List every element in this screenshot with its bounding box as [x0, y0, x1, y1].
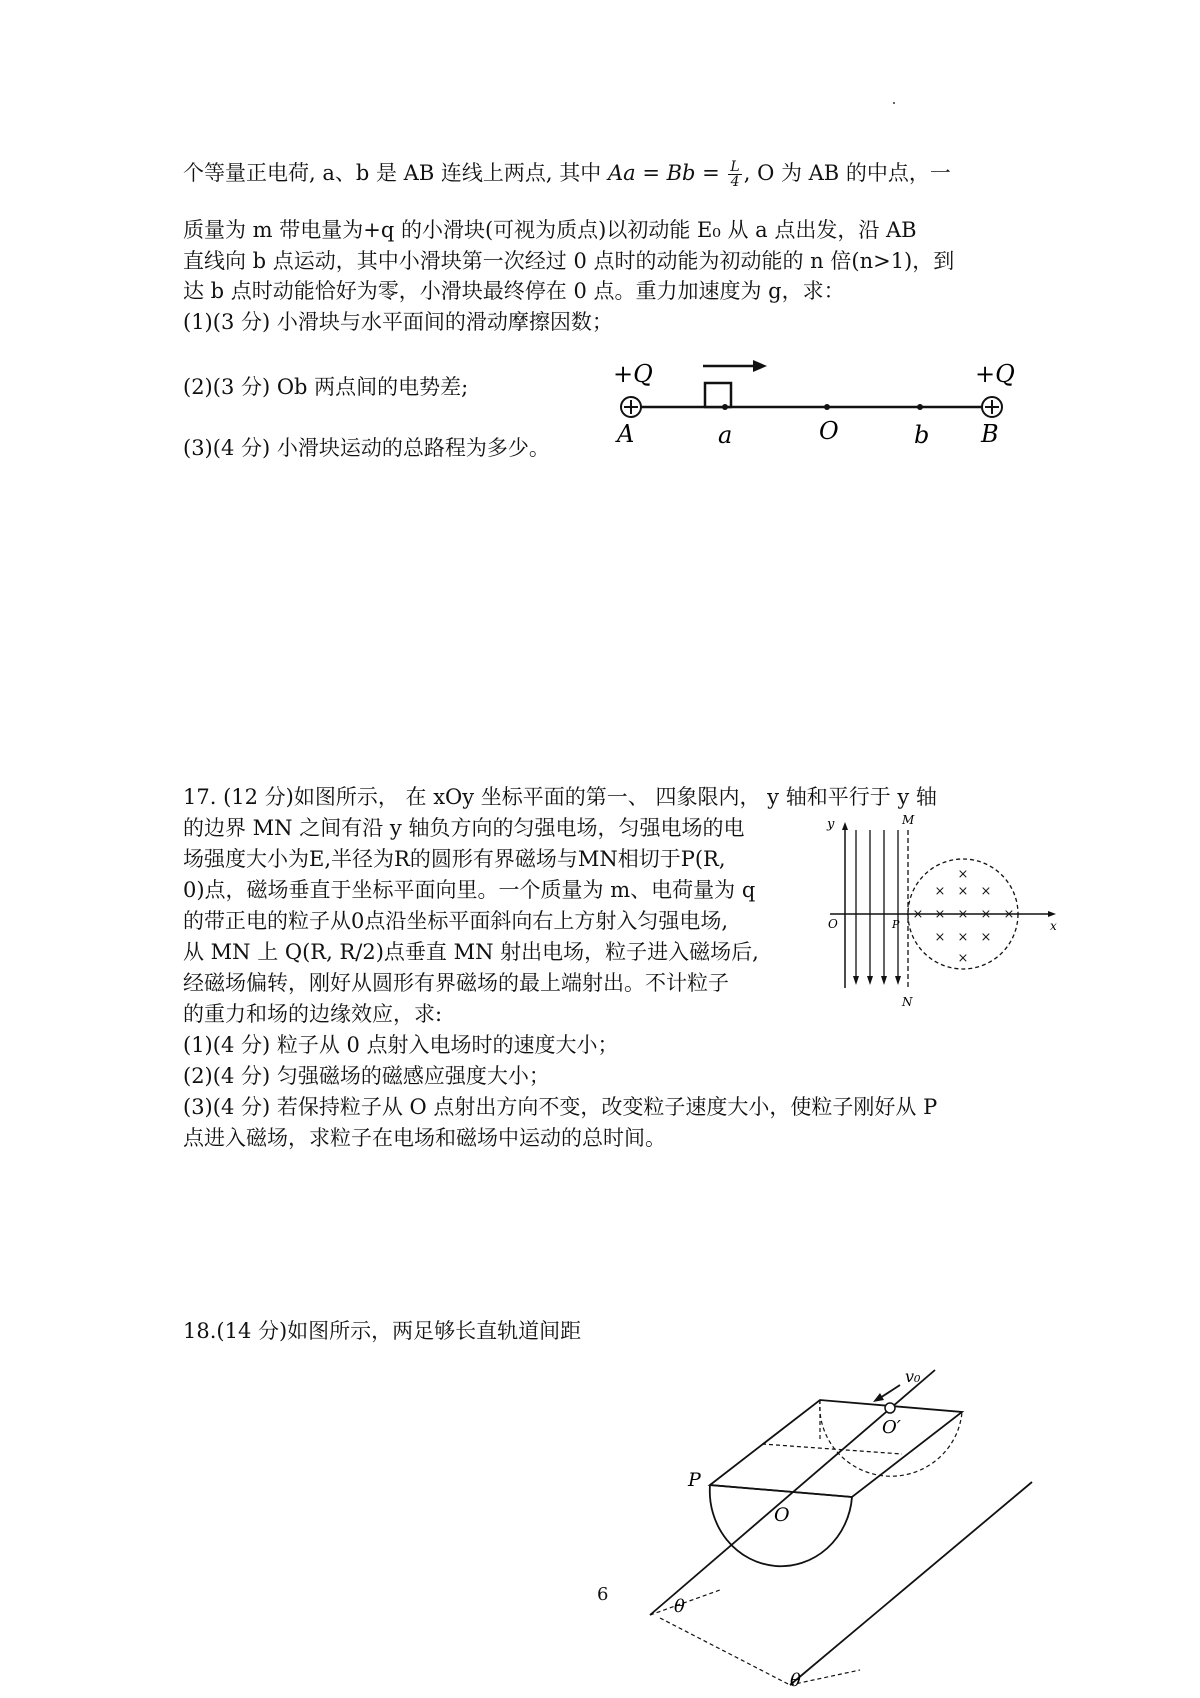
q17-line-6: 从 MN 上 Q(R, R/2)点垂直 MN 射出电场，粒子进入磁场后, — [183, 940, 759, 964]
label-a: a — [718, 421, 733, 449]
q17-line-3: 场强度大小为E,半径为R的圆形有界磁场与MN相切于P(R, — [183, 847, 726, 871]
svg-text:×: × — [957, 930, 969, 945]
svg-text:×: × — [957, 884, 969, 899]
q17-sub-2: (2)(4 分) 匀强磁场的磁感应强度大小； — [183, 1064, 550, 1088]
label-O-prime: O′ — [882, 1417, 901, 1438]
q17-line-2: 的边界 MN 之间有沿 y 轴负方向的匀强电场，匀强电场的电 — [183, 816, 745, 840]
svg-text:×: × — [1003, 907, 1015, 922]
svg-text:×: × — [912, 907, 924, 922]
q17-sub-1: (1)(4 分) 粒子从 0 点射入电场时的速度大小； — [183, 1033, 619, 1057]
label-O: O — [774, 1504, 790, 1526]
svg-text:×: × — [957, 867, 969, 882]
svg-text:×: × — [934, 930, 946, 945]
svg-text:×: × — [957, 951, 969, 966]
ball-icon — [885, 1403, 895, 1413]
slider-block — [705, 383, 731, 407]
q16-line-4: 达 b 点时动能恰好为零，小滑块最终停在 0 点。重力加速度为 g，求： — [183, 279, 845, 303]
svg-text:×: × — [980, 930, 992, 945]
q18-figure — [640, 1340, 1060, 1698]
stray-dot — [893, 102, 895, 104]
q17-line-7: 经磁场偏转，刚好从圆形有界磁场的最上端射出。不计粒子 — [183, 971, 729, 995]
label-B: B — [981, 420, 999, 448]
svg-text:×: × — [957, 907, 969, 922]
q17-sub-4: 点进入磁场，求粒子在电场和磁场中运动的总时间。 — [183, 1126, 666, 1150]
label-N: N — [902, 995, 913, 1009]
box-top-face — [710, 1400, 962, 1497]
charge-right-label: +Q — [975, 360, 1015, 388]
label-O: O — [819, 417, 839, 445]
label-y: y — [827, 817, 835, 832]
q16-sub-2: (2)(3 分) Ob 两点间的电势差; — [183, 375, 469, 399]
q17-sub-3: (3)(4 分) 若保持粒子从 O 点射出方向不变，改变粒子速度大小，使粒子刚好从 P — [183, 1095, 938, 1119]
charge-left-label: +Q — [613, 360, 653, 388]
label-A: A — [617, 420, 635, 448]
label-b: b — [914, 421, 930, 449]
label-theta-1: θ — [674, 1596, 685, 1617]
q17-line-5: 的带正电的粒子从0点沿坐标平面斜向右上方射入匀强电场, — [183, 909, 729, 933]
label-v0: v₀ — [905, 1367, 921, 1386]
label-P: P — [892, 918, 900, 931]
velocity-arrow-icon — [880, 1385, 900, 1398]
q16-sub-3: (3)(4 分) 小滑块运动的总路程为多少。 — [183, 436, 550, 460]
q17-figure — [818, 810, 1058, 1010]
q16-sub-1: (1)(3 分) 小滑块与水平面间的滑动摩擦因数； — [183, 310, 613, 334]
label-M: M — [902, 813, 915, 827]
svg-text:×: × — [980, 907, 992, 922]
svg-text:×: × — [934, 907, 946, 922]
q18-line-1: 18.(14 分)如图所示，两足够长直轨道间距 — [183, 1319, 582, 1343]
svg-text:×: × — [934, 884, 946, 899]
rail-lower — [790, 1482, 1032, 1685]
label-x: x — [1050, 919, 1057, 933]
page-number: 6 — [597, 1584, 609, 1605]
q16-line-2: 质量为 m 带电量为+q 的小滑块(可视为质点)以初动能 E₀ 从 a 点出发，沿 AB — [183, 218, 917, 242]
q17-line-1: 17. (12 分)如图所示， 在 xOy 坐标平面的第一、 四象限内， y 轴和平行于 y 轴 — [183, 785, 937, 809]
q17-line-8: 的重力和场的边缘效应，求: — [183, 1002, 443, 1026]
label-P: P — [688, 1469, 701, 1491]
q16-line-1: 个等量正电荷, a、b 是 AB 连线上两点, 其中 Aa = Bb = $\frac{L}{4}$ , O 为 AB 的中点，一 — [183, 159, 951, 190]
fraction: $\frac{L}{4}$ — [730, 159, 740, 190]
q16-line-3: 直线向 b 点运动，其中小滑块第一次经过 0 点时的动能为初动能的 n 倍(n>1)，到 — [183, 249, 955, 273]
label-theta-2: θ — [790, 1670, 801, 1691]
q16-figure — [605, 350, 1025, 460]
field-into-page-marks — [913, 867, 1015, 966]
q17-line-4: 0)点，磁场垂直于坐标平面向里。一个质量为 m、电荷量为 q — [183, 878, 756, 902]
label-O: O — [828, 917, 838, 931]
field-lines — [856, 830, 898, 980]
svg-text:×: × — [980, 884, 992, 899]
